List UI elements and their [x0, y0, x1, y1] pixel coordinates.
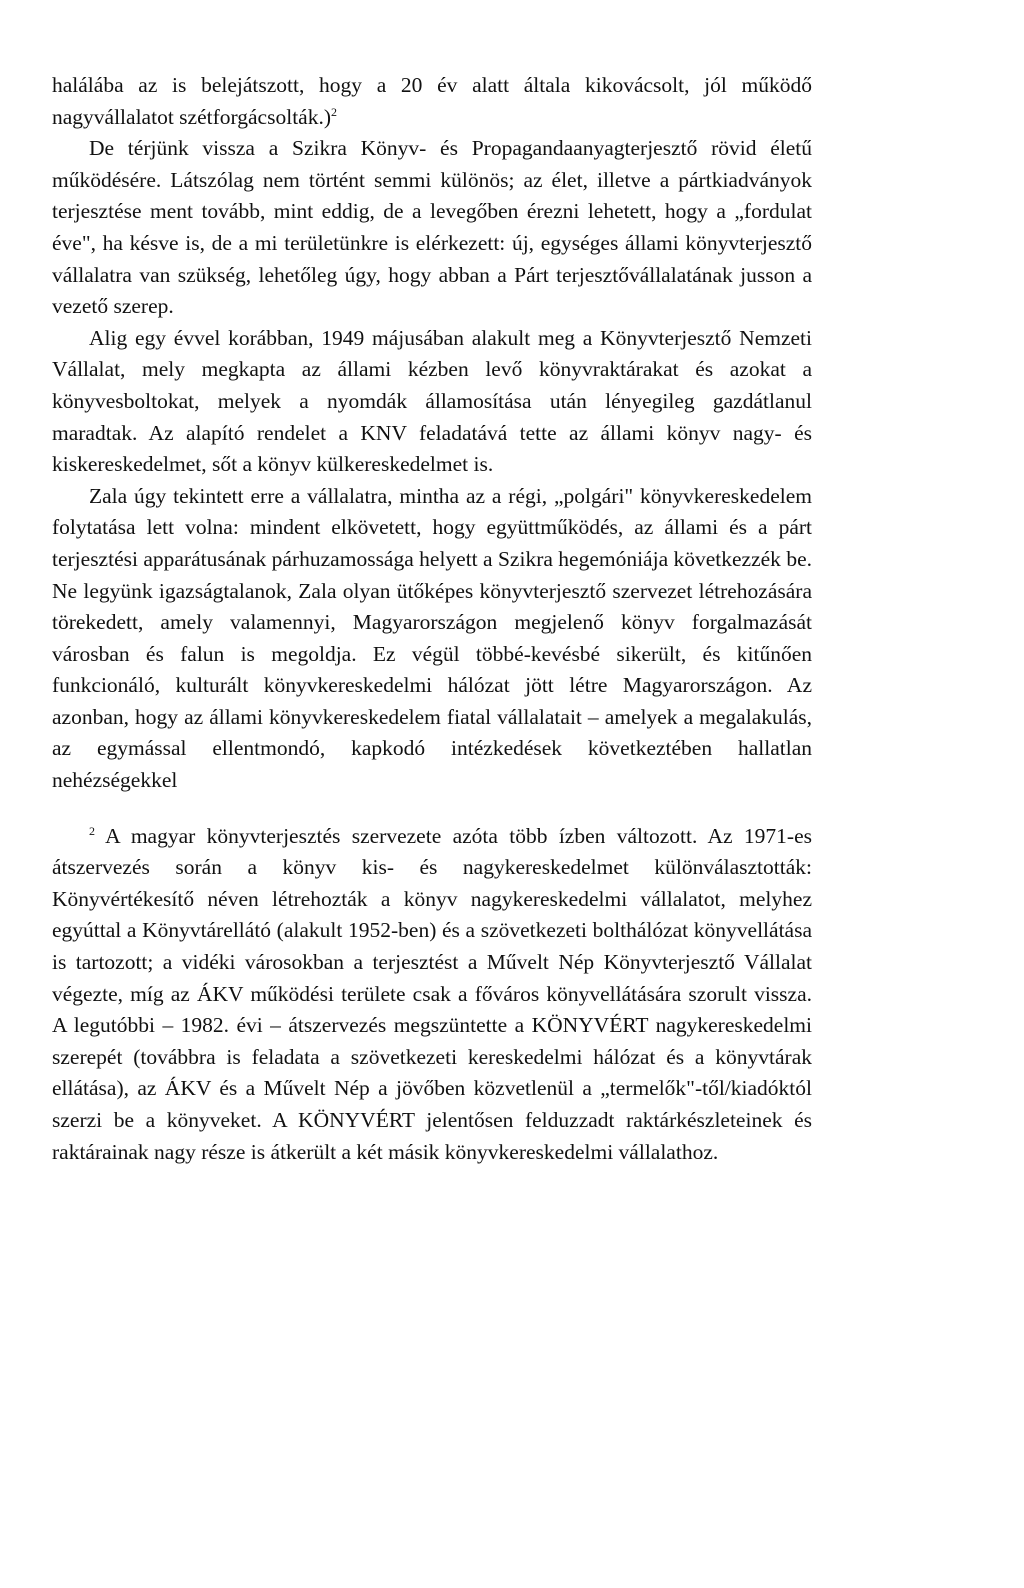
paragraph-1-text: halálába az is belejátszott, hogy a 20 év alatt általa kikovácsolt, jól működő nagyvállalatot szétforgácsolták.)	[52, 73, 812, 129]
book-page	[52, 70, 812, 1168]
footnote-2	[52, 821, 812, 1169]
footnote-reference: 2	[331, 104, 337, 119]
paragraph-4: Zala úgy tekintett erre a vállalatra, mintha az a régi, „polgári" könyvkereskedelem folytatása lett volna: mindent elkövetett, hogy együttműködés, az állami és a párt terjesztési apparátusának párhuzamossága helyett a Szikra hegemóniája következzék be. Ne legyünk igazságtalanok, Zala olyan ütőképes könyvterjesztő szervezet létrehozására törekedett, amely valamennyi, Magyarországon megjelenő könyv forgalmazását városban és falun is megoldja. Ez végül többé-kevésbé sikerült, és kitűnően funkcionáló, kulturált könyvkereskedelmi hálózat jött létre Magyarországon. Az azonban, hogy az állami könyvkereskedelem fiatal vállalatait – amelyek a megalakulás, az egymással ellentmondó, kapkodó intézkedések következtében hallatlan nehézségekkel	[52, 483, 812, 793]
paragraph-1	[52, 70, 812, 133]
paragraph-2: De térjünk vissza a Szikra Könyv- és Propagandaanyagterjesztő rövid életű működésére. Látszólag nem történt semmi különös; az élet, illetve a pártkiadványok terjesztése ment tovább, mint eddig, de a levegőben érezni lehetett, hogy a „fordulat éve", ha késve is, de a mi területünkre is elérkezett: új, egységes állami könyvterjesztő vállalatra van szükség, lehetőleg úgy, hogy abban a Párt terjesztővállalatának jusson a vezető szerep.	[52, 136, 812, 319]
footnote-text: A magyar könyvterjesztés szervezete azóta több ízben változott. Az 1971-es átszervezés során a könyv kis- és nagykereskedelmet különválasztották: Könyvértékesítő néven létrehozták a könyv nagykereskedelmi vállalatot, melyhez egyúttal a Könyvtárellátó (alakult 1952-ben) és a szövetkezeti bolthálózat könyvellátása is tartozott; a vidéki városokban a terjesztést a Művelt Nép Könyvterjesztő Vállalat végezte, míg az ÁKV működési területe csak a főváros könyvellátására szorult vissza. A legutóbbi – 1982. évi – átszervezés megszüntette a KÖNYVÉRT nagykereskedelmi szerepét (továbbra is feladata a szövetkezeti kereskedelmi hálózat és a könyvtárak ellátása), az ÁKV és a Művelt Nép a jövőben közvetlenül a „termelők"-től/kiadóktól szerzi be a könyveket. A KÖNYVÉRT jelentősen felduzzadt raktárkészleteinek és raktárainak nagy része is átkerült a két másik könyvkereskedelmi vállalathoz.	[52, 823, 812, 1164]
footnote-marker: 2	[89, 823, 95, 838]
paragraph-3: Alig egy évvel korábban, 1949 májusában alakult meg a Könyvterjesztő Nemzeti Vállalat, mely megkapta az állami kézben levő könyvraktárakat és azokat a könyvesboltokat, melyek a nyomdák államosítása után lényegileg gazdátlanul maradtak. Az alapító rendelet a KNV feladatává tette az állami könyv nagy- és kiskereskedelmet, sőt a könyv külkereskedelmet is.	[52, 325, 812, 477]
footnote-section	[52, 821, 812, 1169]
main-text	[52, 70, 812, 797]
